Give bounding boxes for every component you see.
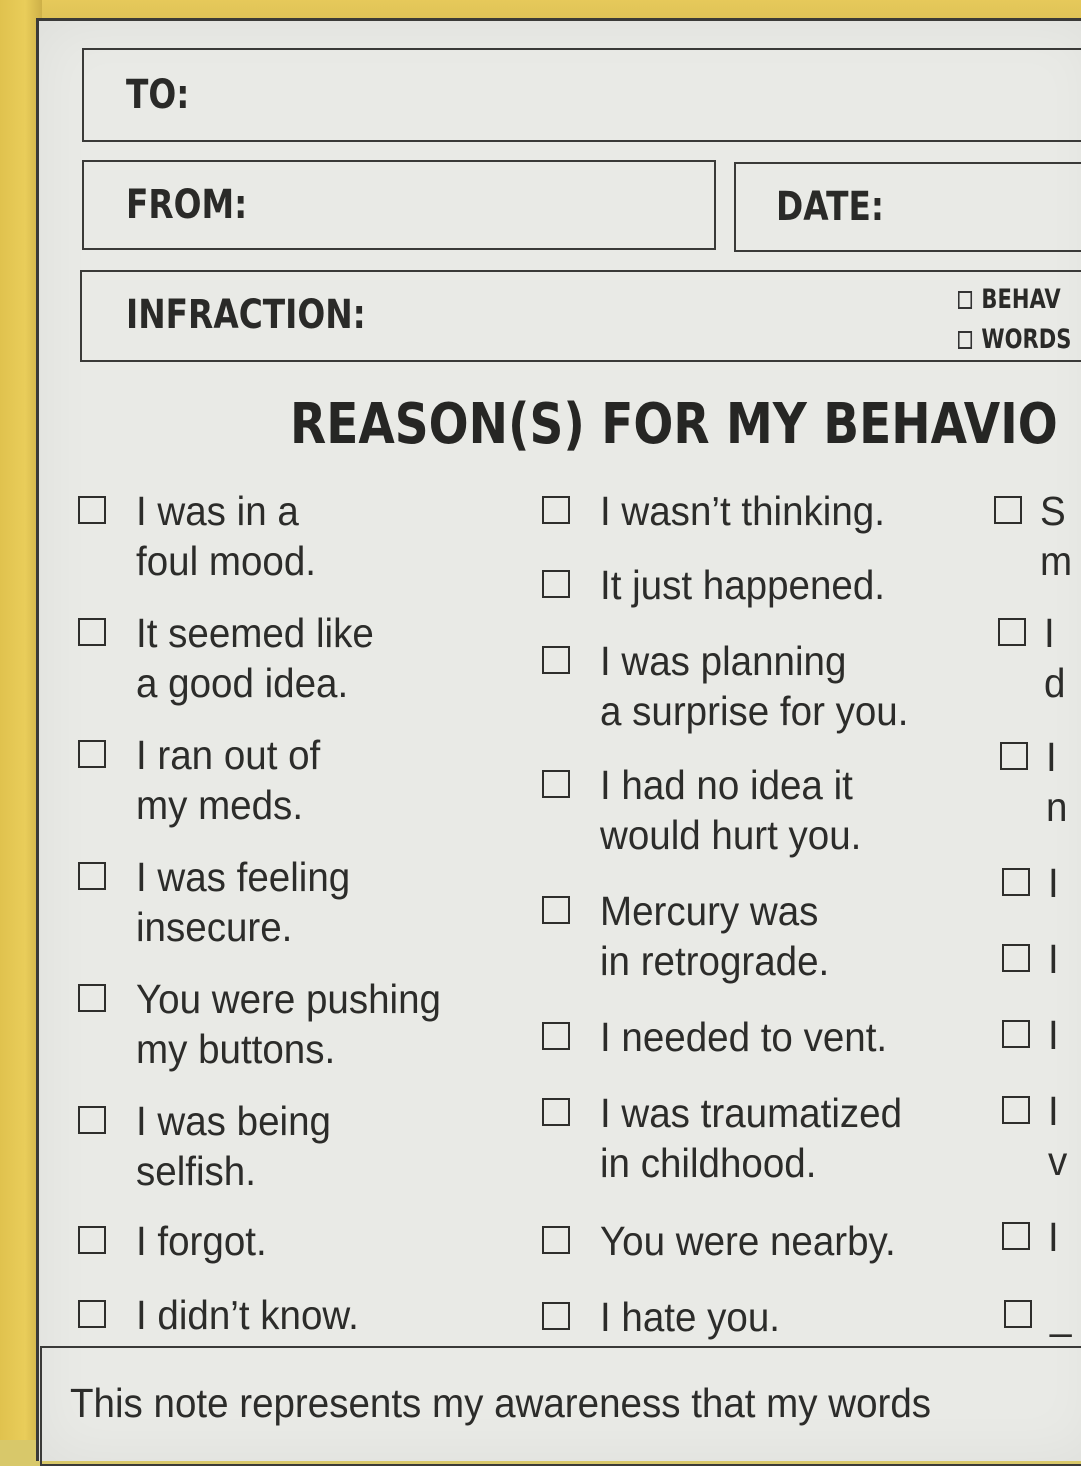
infraction-option-words[interactable] bbox=[958, 324, 1071, 355]
option-label: BEHAV bbox=[981, 284, 1061, 315]
checkbox-icon bbox=[78, 618, 106, 646]
checkbox-icon bbox=[994, 496, 1022, 524]
checkbox-icon bbox=[542, 646, 570, 674]
reason-label: You were nearby. bbox=[600, 1218, 896, 1264]
checkbox-icon bbox=[542, 896, 570, 924]
checkbox-icon bbox=[1002, 944, 1030, 972]
reason-label: I wasn’t thinking. bbox=[600, 488, 885, 534]
infraction-label: INFRACTION: bbox=[126, 292, 366, 338]
checkbox-icon bbox=[1002, 1096, 1030, 1124]
checkbox-icon bbox=[1002, 1222, 1030, 1250]
checkbox-icon bbox=[78, 496, 106, 524]
reasons-heading: REASON(S) FOR MY BEHAVIO bbox=[290, 392, 1058, 457]
checkbox-icon bbox=[1004, 1300, 1032, 1328]
checkbox-icon bbox=[542, 1226, 570, 1254]
to-field[interactable] bbox=[82, 48, 1081, 142]
checkbox-icon bbox=[542, 496, 570, 524]
title-fragment bbox=[539, 1, 999, 33]
checkbox-icon bbox=[78, 862, 106, 890]
checkbox-icon bbox=[998, 618, 1026, 646]
reason-label: I forgot. bbox=[136, 1218, 267, 1264]
reason-label: I bbox=[1048, 1012, 1059, 1058]
reason-label: _ bbox=[1050, 1292, 1072, 1338]
reason-label: I was being selfish. bbox=[136, 1098, 331, 1194]
from-label: FROM: bbox=[126, 182, 248, 228]
reason-label: I ran out of my meds. bbox=[136, 732, 321, 828]
reason-label: I had no idea it would hurt you. bbox=[600, 762, 862, 858]
reason-label: S m bbox=[1040, 488, 1073, 584]
reason-label: I v bbox=[1048, 1088, 1068, 1184]
reason-label: You were pushing my buttons. bbox=[136, 976, 442, 1072]
reason-label: I didn’t know. bbox=[136, 1292, 359, 1338]
reason-label: It just happened. bbox=[600, 562, 885, 608]
reason-label: I bbox=[1048, 860, 1059, 906]
checkbox-icon bbox=[1002, 868, 1030, 896]
reason-label: I was feeling insecure. bbox=[136, 854, 351, 950]
date-label: DATE: bbox=[776, 184, 884, 230]
reason-label: I d bbox=[1044, 610, 1066, 706]
checkbox-icon bbox=[542, 1302, 570, 1330]
reason-label: It seemed like a good idea. bbox=[136, 610, 374, 706]
checkbox-icon bbox=[78, 1300, 106, 1328]
checkbox-icon bbox=[542, 1022, 570, 1050]
checkbox-icon bbox=[542, 1098, 570, 1126]
checkbox-icon bbox=[1002, 1020, 1030, 1048]
to-label: TO: bbox=[126, 72, 190, 118]
checkbox-icon bbox=[958, 291, 972, 309]
reason-label: I hate you. bbox=[600, 1294, 780, 1340]
infraction-option-behavior[interactable] bbox=[958, 284, 1061, 315]
checkbox-icon bbox=[958, 331, 972, 349]
checkbox-icon bbox=[78, 740, 106, 768]
checkbox-icon bbox=[1000, 742, 1028, 770]
reason-label: I bbox=[1048, 936, 1059, 982]
reason-label: I bbox=[1048, 1214, 1059, 1260]
checkbox-icon bbox=[78, 984, 106, 1012]
reason-label: I was planning a surprise for you. bbox=[600, 638, 909, 734]
checkbox-icon bbox=[542, 770, 570, 798]
reason-label: Mercury was in retrograde. bbox=[600, 888, 830, 984]
checkbox-icon bbox=[78, 1106, 106, 1134]
option-label: WORDS bbox=[981, 324, 1072, 355]
reason-label: I was in a foul mood. bbox=[136, 488, 316, 584]
checkbox-icon bbox=[78, 1226, 106, 1254]
reason-label: I n bbox=[1046, 734, 1068, 830]
reason-label: I was traumatized in childhood. bbox=[600, 1090, 903, 1186]
reason-label: I needed to vent. bbox=[600, 1014, 888, 1060]
checkbox-icon bbox=[542, 570, 570, 598]
footer-statement: This note represents my awareness that my words bbox=[70, 1380, 932, 1426]
